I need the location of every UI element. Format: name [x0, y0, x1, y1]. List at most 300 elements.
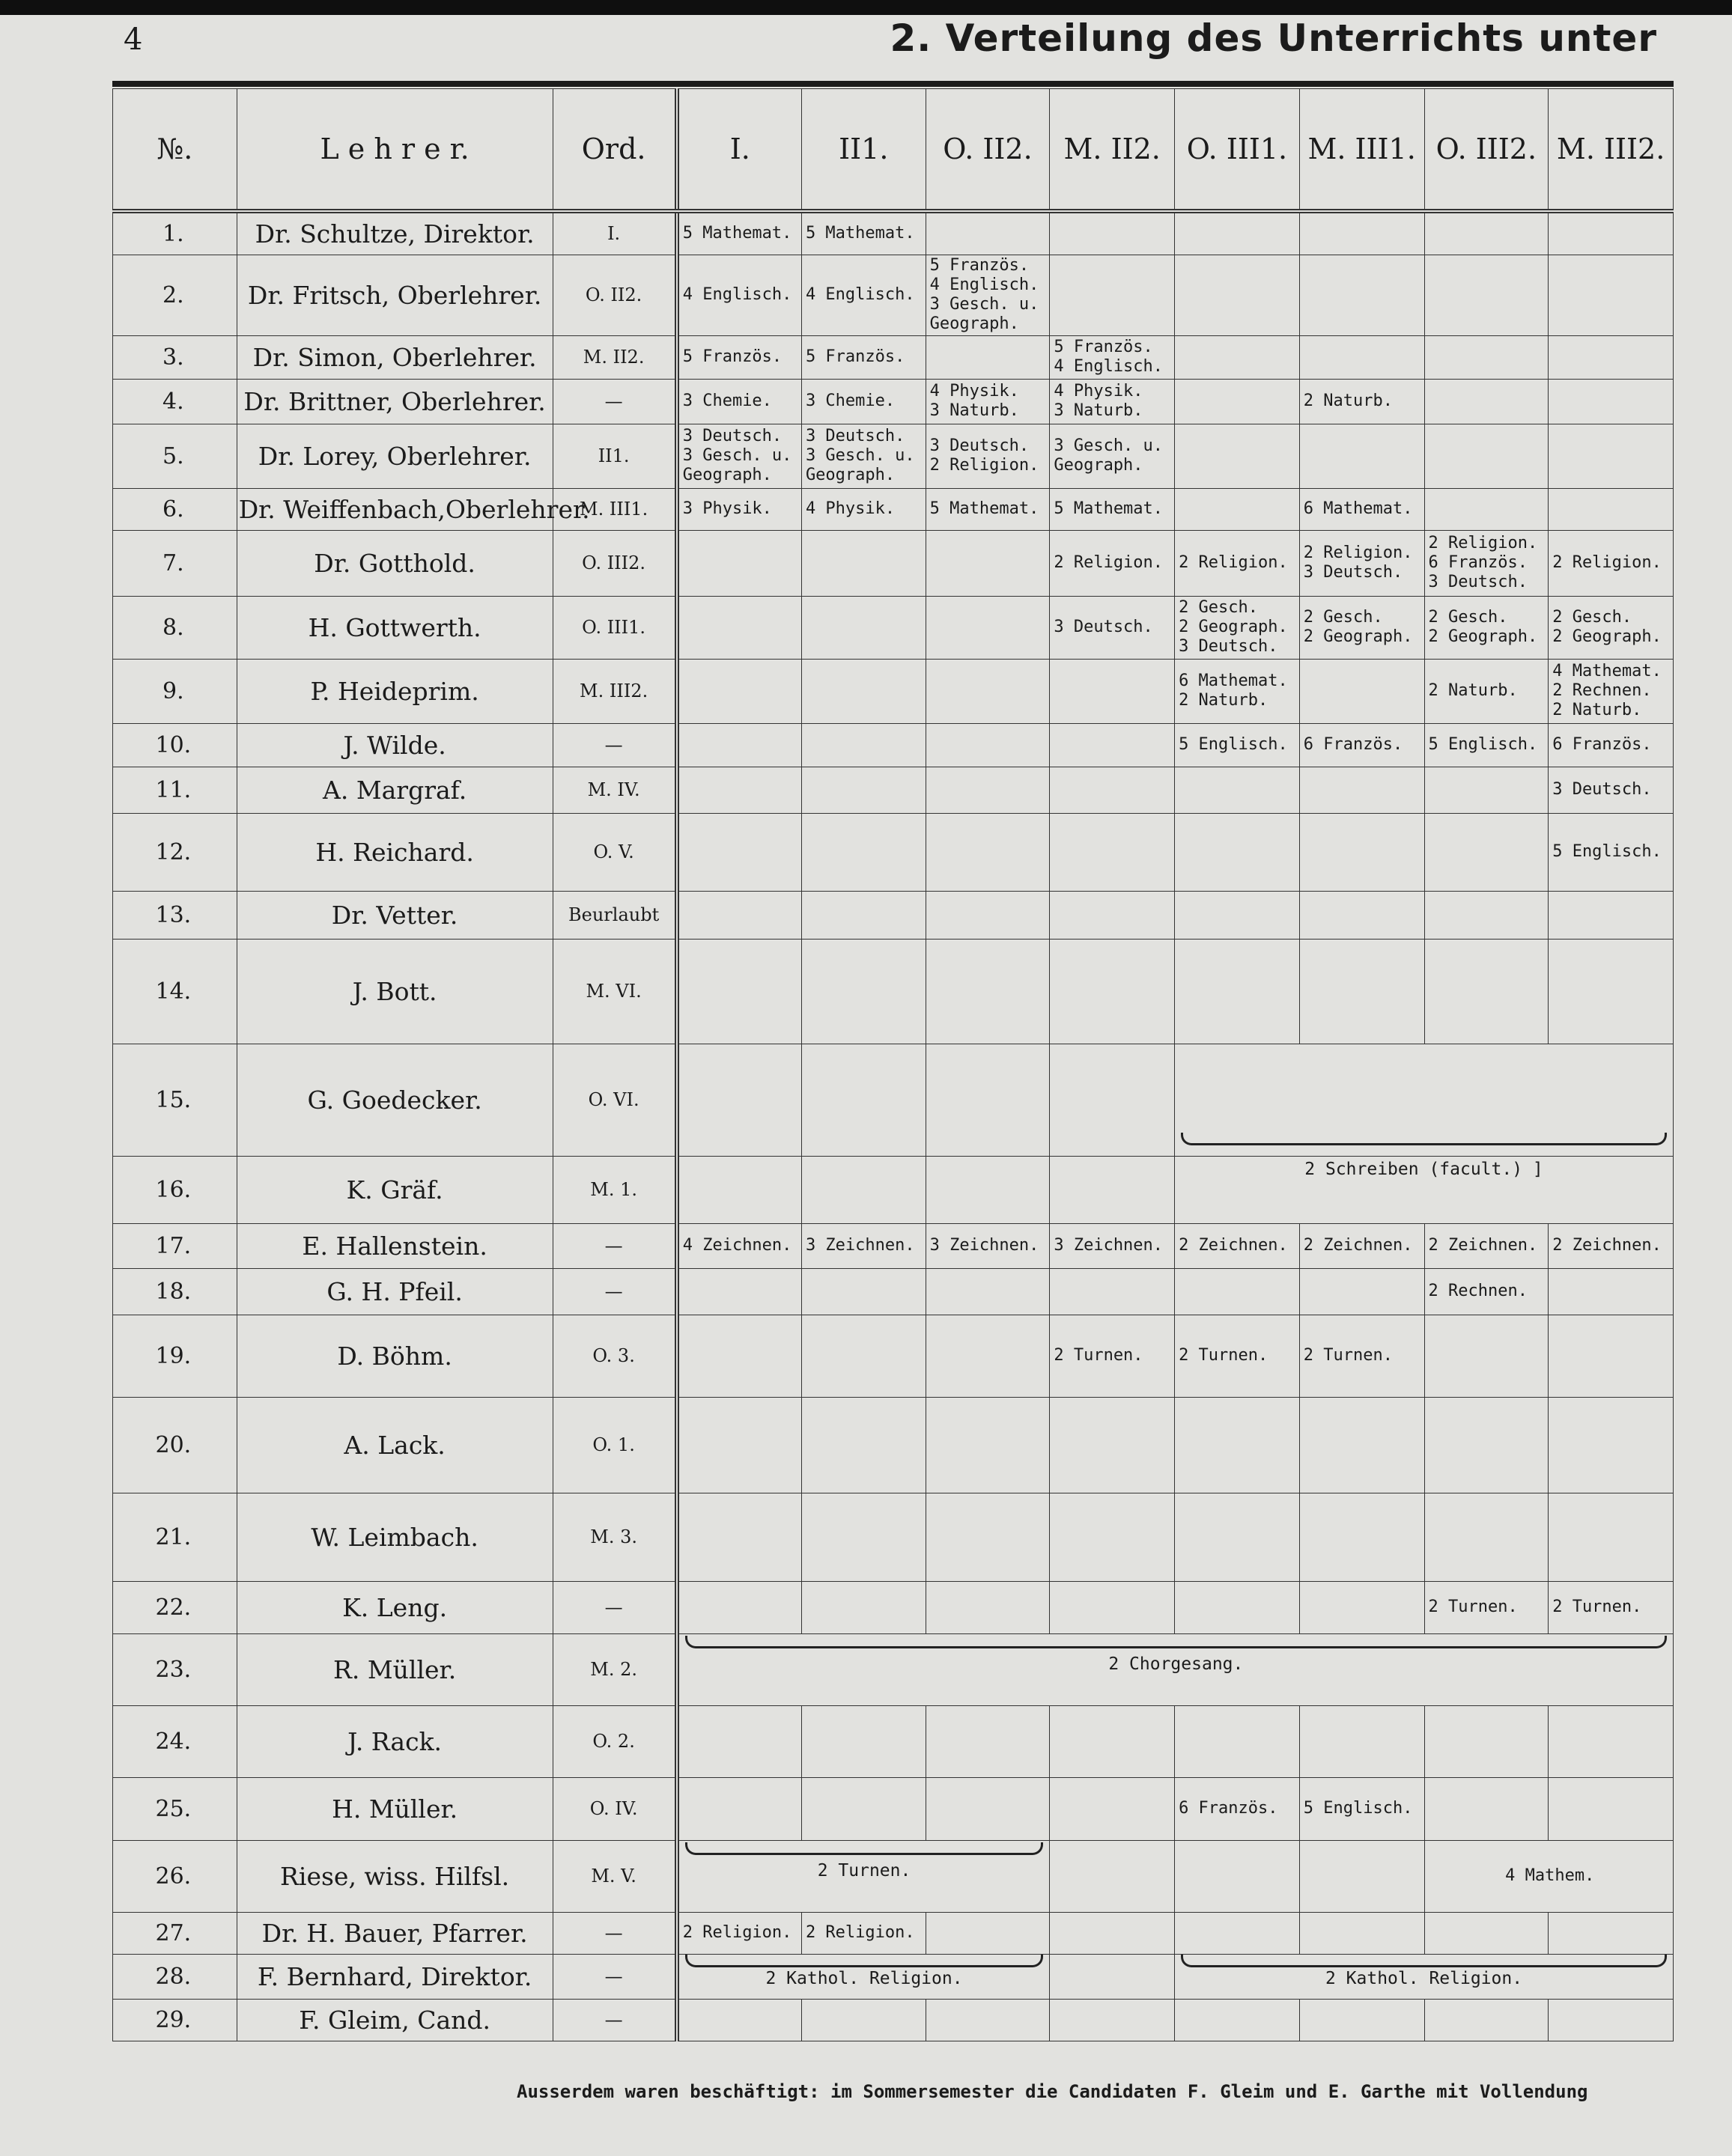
header-class-4: M. II2.	[1050, 89, 1175, 212]
ordinarius: O. V.	[553, 813, 677, 891]
subject-cell: 2 Turnen.	[1175, 1315, 1300, 1397]
footer-note: Ausserdem waren beschäftigt: im Sommersemester die Candidaten F. Gleim und E. Garthe mit Vollendung	[517, 2081, 1588, 2102]
subject-cell	[1050, 1397, 1175, 1493]
subject-cell	[801, 813, 926, 891]
subject-cell	[801, 1777, 926, 1840]
subject-cell	[926, 1912, 1050, 1954]
table-row	[113, 1633, 1674, 1705]
subject-cell	[801, 1581, 926, 1633]
subject-cell	[1175, 1397, 1300, 1493]
ordinarius: O. IV.	[553, 1777, 677, 1840]
subject-cell: 2 Turnen.	[1549, 1581, 1674, 1633]
subject-cell: 4 Mathem.	[1424, 1840, 1674, 1912]
subject-cell	[1549, 1397, 1674, 1493]
subject-cell: 5 Französ. 4 Englisch. 3 Gesch. u. Geograph.	[926, 255, 1050, 335]
subject-cell	[926, 939, 1050, 1044]
subject-cell	[1549, 891, 1674, 939]
ordinarius: M. 1.	[553, 1156, 677, 1223]
ordinarius: O. VI.	[553, 1044, 677, 1156]
teacher-name: Dr. Lorey, Oberlehrer.	[237, 424, 553, 488]
teacher-name: Dr. Fritsch, Oberlehrer.	[237, 255, 553, 335]
subject-cell	[801, 1705, 926, 1777]
schreiben-label: 2 Schreiben (facult.) ]	[1175, 1156, 1674, 1223]
subject-cell	[801, 1268, 926, 1315]
teacher-name: P. Heideprim.	[237, 659, 553, 723]
chorgesang-span	[677, 1633, 1674, 1705]
subject-cell	[1424, 1705, 1549, 1777]
table-row	[113, 1705, 1674, 1777]
subject-cell	[677, 1999, 802, 2041]
subject-cell: 5 Englisch.	[1299, 1777, 1424, 1840]
teacher-name: Dr. Simon, Oberlehrer.	[237, 335, 553, 379]
table-row	[113, 1954, 1674, 1999]
subject-cell: 4 Mathemat. 2 Rechnen. 2 Naturb.	[1549, 659, 1674, 723]
subject-cell	[926, 1156, 1050, 1223]
teacher-name: K. Gräf.	[237, 1156, 553, 1223]
subject-cell	[1549, 1493, 1674, 1581]
subject-cell	[677, 1493, 802, 1581]
ordinarius: II1.	[553, 424, 677, 488]
row-number: 22.	[113, 1581, 237, 1633]
subject-cell: 2 Religion.	[1050, 530, 1175, 596]
ordinarius: O. III1.	[553, 596, 677, 659]
subject-cell	[801, 891, 926, 939]
subject-cell	[1299, 1705, 1424, 1777]
subject-cell	[677, 659, 802, 723]
ordinarius: —	[553, 723, 677, 767]
header-class-6: M. III1.	[1299, 89, 1424, 212]
teacher-name: G. H. Pfeil.	[237, 1268, 553, 1315]
subject-cell: 4 Physik. 3 Naturb.	[1050, 379, 1175, 424]
subject-cell	[1050, 1840, 1175, 1912]
table-row	[113, 1493, 1674, 1581]
subject-cell: 4 Englisch.	[801, 255, 926, 335]
row-number: 8.	[113, 596, 237, 659]
teacher-name: J. Bott.	[237, 939, 553, 1044]
subject-cell	[1050, 723, 1175, 767]
subject-cell	[801, 939, 926, 1044]
subject-cell	[1050, 1912, 1175, 1954]
subject-cell	[1424, 1912, 1549, 1954]
row-number: 16.	[113, 1156, 237, 1223]
row-number: 7.	[113, 530, 237, 596]
subject-cell	[1424, 767, 1549, 813]
subject-cell	[677, 891, 802, 939]
teacher-name: Dr. Weiffenbach,Oberlehrer.	[237, 488, 553, 530]
subject-cell	[677, 939, 802, 1044]
subject-cell	[801, 1999, 926, 2041]
row-number: 12.	[113, 813, 237, 891]
subject-cell: 3 Chemie.	[801, 379, 926, 424]
table-row	[113, 1581, 1674, 1633]
subject-cell	[1549, 1912, 1674, 1954]
schreiben-brace	[1181, 1133, 1667, 1145]
subject-cell: 5 Englisch.	[1424, 723, 1549, 767]
subject-cell	[801, 659, 926, 723]
subject-cell: 5 Englisch.	[1175, 723, 1300, 767]
ordinarius: —	[553, 1581, 677, 1633]
teacher-name: H. Gottwerth.	[237, 596, 553, 659]
teacher-name: W. Leimbach.	[237, 1493, 553, 1581]
row-number: 28.	[113, 1954, 237, 1999]
kathol-brace-2	[1181, 1955, 1667, 1967]
subject-cell: 2 Religion.	[677, 1912, 802, 1954]
row-number: 18.	[113, 1268, 237, 1315]
subject-cell	[801, 530, 926, 596]
turnen-brace	[685, 1842, 1044, 1855]
kathol-religion-span-1	[677, 1954, 1050, 1999]
subject-cell	[1424, 424, 1549, 488]
kathol-label-2: 2 Kathol. Religion.	[1325, 1968, 1523, 1988]
subject-cell	[1050, 659, 1175, 723]
subject-cell	[1549, 379, 1674, 424]
subject-cell	[1050, 255, 1175, 335]
subject-cell	[1050, 1999, 1175, 2041]
subject-cell	[926, 1315, 1050, 1397]
table-row	[113, 255, 1674, 335]
ordinarius: M. V.	[553, 1840, 677, 1912]
table-row	[113, 1397, 1674, 1493]
subject-cell	[801, 596, 926, 659]
page-number: 4	[124, 22, 143, 57]
subject-cell	[1299, 891, 1424, 939]
table-row	[113, 723, 1674, 767]
subject-cell	[1549, 335, 1674, 379]
subject-cell	[926, 211, 1050, 255]
subject-cell	[1175, 767, 1300, 813]
ordinarius: —	[553, 1954, 677, 1999]
subject-cell	[1175, 1999, 1300, 2041]
teacher-name: Dr. Vetter.	[237, 891, 553, 939]
subject-cell	[926, 659, 1050, 723]
subject-cell: 2 Religion.	[1549, 530, 1674, 596]
subject-cell: 5 Mathemat.	[926, 488, 1050, 530]
row-number: 23.	[113, 1633, 237, 1705]
ordinarius: O. 1.	[553, 1397, 677, 1493]
subject-cell	[1549, 939, 1674, 1044]
table-row	[113, 335, 1674, 379]
subject-cell	[926, 1581, 1050, 1633]
teaching-distribution-table	[112, 88, 1674, 2041]
subject-cell	[1175, 379, 1300, 424]
row-number: 5.	[113, 424, 237, 488]
subject-cell: 2 Religion. 6 Französ. 3 Deutsch.	[1424, 530, 1549, 596]
row-number: 13.	[113, 891, 237, 939]
subject-cell: 3 Deutsch. 3 Gesch. u. Geograph.	[677, 424, 802, 488]
teacher-name: D. Böhm.	[237, 1315, 553, 1397]
chorgesang-label: 2 Chorgesang.	[1108, 1654, 1244, 1674]
subject-cell	[1424, 488, 1549, 530]
subject-cell	[926, 723, 1050, 767]
table-row	[113, 1912, 1674, 1954]
teacher-name: R. Müller.	[237, 1633, 553, 1705]
table-row	[113, 211, 1674, 255]
teacher-name: Dr. Brittner, Oberlehrer.	[237, 379, 553, 424]
row-number: 4.	[113, 379, 237, 424]
row-number: 3.	[113, 335, 237, 379]
subject-cell: 5 Englisch.	[1549, 813, 1674, 891]
subject-cell: 5 Französ.	[801, 335, 926, 379]
chorgesang-brace	[685, 1636, 1667, 1648]
teacher-name: Riese, wiss. Hilfsl.	[237, 1840, 553, 1912]
subject-cell	[1050, 891, 1175, 939]
subject-cell	[801, 1493, 926, 1581]
ordinarius: O. III2.	[553, 530, 677, 596]
subject-cell	[677, 1044, 802, 1156]
subject-cell	[677, 1315, 802, 1397]
subject-cell: 4 Zeichnen.	[677, 1223, 802, 1268]
subject-cell	[1424, 1493, 1549, 1581]
subject-cell	[1424, 1777, 1549, 1840]
subject-cell	[926, 1268, 1050, 1315]
subject-cell	[1050, 1044, 1175, 1156]
header-teacher: L e h r e r.	[237, 89, 553, 212]
subject-cell	[1175, 1705, 1300, 1777]
subject-cell: 3 Chemie.	[677, 379, 802, 424]
ordinarius: —	[553, 1223, 677, 1268]
subject-cell	[1424, 211, 1549, 255]
table-row	[113, 813, 1674, 891]
subject-cell	[1424, 813, 1549, 891]
ordinarius: M. IV.	[553, 767, 677, 813]
ordinarius: M. 2.	[553, 1633, 677, 1705]
subject-cell	[1175, 255, 1300, 335]
subject-cell: 5 Französ. 4 Englisch.	[1050, 335, 1175, 379]
subject-cell: 2 Turnen.	[1299, 1315, 1424, 1397]
subject-cell	[801, 767, 926, 813]
subject-cell	[677, 723, 802, 767]
subject-cell	[1299, 1397, 1424, 1493]
header-class-3: O. II2.	[926, 89, 1050, 212]
table-row	[113, 596, 1674, 659]
teacher-name: J. Rack.	[237, 1705, 553, 1777]
subject-cell: 5 Französ.	[677, 335, 802, 379]
ordinarius: M. VI.	[553, 939, 677, 1044]
subject-cell	[1050, 211, 1175, 255]
subject-cell: 4 Physik. 3 Naturb.	[926, 379, 1050, 424]
table-row	[113, 530, 1674, 596]
subject-cell: 3 Deutsch. 2 Religion.	[926, 424, 1050, 488]
header-class-7: O. III2.	[1424, 89, 1549, 212]
header-class-5: O. III1.	[1175, 89, 1300, 212]
subject-cell	[1299, 767, 1424, 813]
subject-cell	[677, 1268, 802, 1315]
row-number: 29.	[113, 1999, 237, 2041]
teacher-name: F. Bernhard, Direktor.	[237, 1954, 553, 1999]
subject-cell	[1299, 255, 1424, 335]
row-number: 11.	[113, 767, 237, 813]
title-rule	[112, 81, 1674, 87]
subject-cell: 3 Zeichnen.	[926, 1223, 1050, 1268]
top-edge-bar	[0, 0, 1732, 15]
subject-cell	[1050, 1954, 1175, 1999]
row-number: 26.	[113, 1840, 237, 1912]
ordinarius: O. 2.	[553, 1705, 677, 1777]
ordinarius: M. III2.	[553, 659, 677, 723]
subject-cell	[1549, 1777, 1674, 1840]
row-number: 20.	[113, 1397, 237, 1493]
subject-cell	[1175, 424, 1300, 488]
ordinarius: —	[553, 1999, 677, 2041]
subject-cell	[1050, 1777, 1175, 1840]
header-ord: Ord.	[553, 89, 677, 212]
ordinarius: —	[553, 379, 677, 424]
subject-cell: 2 Naturb.	[1299, 379, 1424, 424]
subject-cell: 2 Zeichnen.	[1175, 1223, 1300, 1268]
subject-cell	[1299, 939, 1424, 1044]
subject-cell	[926, 767, 1050, 813]
subject-cell	[677, 1777, 802, 1840]
subject-cell	[677, 1397, 802, 1493]
teacher-name: F. Gleim, Cand.	[237, 1999, 553, 2041]
subject-cell	[1175, 488, 1300, 530]
subject-cell	[926, 813, 1050, 891]
subject-cell	[1424, 1315, 1549, 1397]
teacher-name: Dr. Gotthold.	[237, 530, 553, 596]
subject-cell	[677, 530, 802, 596]
subject-cell: 6 Französ.	[1175, 1777, 1300, 1840]
subject-cell	[1424, 1397, 1549, 1493]
subject-cell	[926, 1705, 1050, 1777]
header-class-2: II1.	[801, 89, 926, 212]
subject-cell: 3 Physik.	[677, 488, 802, 530]
row-number: 1.	[113, 211, 237, 255]
subject-cell	[677, 1705, 802, 1777]
subject-cell: 2 Religion.	[1175, 530, 1300, 596]
subject-cell: 3 Gesch. u. Geograph.	[1050, 424, 1175, 488]
subject-cell: 5 Mathemat.	[801, 211, 926, 255]
kathol-religion-span-2	[1175, 1954, 1674, 1999]
subject-cell	[1050, 1268, 1175, 1315]
subject-cell	[801, 1156, 926, 1223]
teacher-name: Dr. Schultze, Direktor.	[237, 211, 553, 255]
kathol-label-1: 2 Kathol. Religion.	[765, 1968, 963, 1988]
subject-cell: 3 Zeichnen.	[1050, 1223, 1175, 1268]
subject-cell	[1299, 1493, 1424, 1581]
subject-cell	[1175, 891, 1300, 939]
subject-cell	[1424, 379, 1549, 424]
subject-cell	[1175, 1493, 1300, 1581]
subject-cell	[926, 1397, 1050, 1493]
subject-cell: 3 Deutsch.	[1050, 596, 1175, 659]
subject-cell	[677, 767, 802, 813]
table-row	[113, 1777, 1674, 1840]
subject-cell: 2 Zeichnen.	[1299, 1223, 1424, 1268]
subject-cell	[1050, 813, 1175, 891]
subject-cell: 2 Gesch. 2 Geograph. 3 Deutsch.	[1175, 596, 1300, 659]
row-number: 9.	[113, 659, 237, 723]
subject-cell	[1175, 1581, 1300, 1633]
subject-cell	[926, 1999, 1050, 2041]
subject-cell	[1050, 939, 1175, 1044]
table-row	[113, 1315, 1674, 1397]
kathol-brace-1	[685, 1955, 1044, 1967]
subject-cell	[1299, 211, 1424, 255]
subject-cell	[677, 1156, 802, 1223]
row-number: 27.	[113, 1912, 237, 1954]
subject-cell	[801, 1315, 926, 1397]
subject-cell	[1175, 211, 1300, 255]
subject-cell: 2 Religion. 3 Deutsch.	[1299, 530, 1424, 596]
subject-cell: 6 Französ.	[1549, 723, 1674, 767]
table-row	[113, 939, 1674, 1044]
subject-cell: 6 Französ.	[1299, 723, 1424, 767]
subject-cell	[926, 1493, 1050, 1581]
teacher-name: H. Müller.	[237, 1777, 553, 1840]
subject-cell	[1549, 1999, 1674, 2041]
subject-cell	[926, 335, 1050, 379]
subject-cell	[1549, 424, 1674, 488]
row-number: 15.	[113, 1044, 237, 1156]
subject-cell	[1299, 335, 1424, 379]
subject-cell	[1549, 1705, 1674, 1777]
subject-cell	[1424, 335, 1549, 379]
table-row	[113, 1999, 1674, 2041]
subject-cell	[926, 1044, 1050, 1156]
table-row	[113, 891, 1674, 939]
row-number: 19.	[113, 1315, 237, 1397]
teacher-name: E. Hallenstein.	[237, 1223, 553, 1268]
table-row	[113, 488, 1674, 530]
subject-cell: 6 Mathemat. 2 Naturb.	[1175, 659, 1300, 723]
subject-cell: 2 Turnen.	[1424, 1581, 1549, 1633]
ordinarius: M. 3.	[553, 1493, 677, 1581]
subject-cell: 2 Gesch. 2 Geograph.	[1299, 596, 1424, 659]
subject-cell: 2 Religion.	[801, 1912, 926, 1954]
row-number: 17.	[113, 1223, 237, 1268]
table-row	[113, 1840, 1674, 1912]
ordinarius: M. II2.	[553, 335, 677, 379]
subject-cell	[926, 530, 1050, 596]
subject-cell	[1175, 335, 1300, 379]
teacher-name: J. Wilde.	[237, 723, 553, 767]
subject-cell	[1050, 1581, 1175, 1633]
subject-cell	[1175, 1912, 1300, 1954]
teacher-name: A. Margraf.	[237, 767, 553, 813]
row-number: 2.	[113, 255, 237, 335]
subject-cell	[1424, 1999, 1549, 2041]
teacher-name: G. Goedecker.	[237, 1044, 553, 1156]
subject-cell	[1299, 1268, 1424, 1315]
header-class-1: I.	[677, 89, 802, 212]
table-row	[113, 1223, 1674, 1268]
subject-cell: 2 Zeichnen.	[1549, 1223, 1674, 1268]
subject-cell	[1050, 1705, 1175, 1777]
subject-cell: 2 Rechnen.	[1424, 1268, 1549, 1315]
ordinarius: M. III1.	[553, 488, 677, 530]
header-no: №.	[113, 89, 237, 212]
subject-cell	[1299, 424, 1424, 488]
row-number: 14.	[113, 939, 237, 1044]
row-number: 21.	[113, 1493, 237, 1581]
subject-cell	[926, 1777, 1050, 1840]
subject-cell	[1050, 1156, 1175, 1223]
subject-cell	[1299, 1999, 1424, 2041]
subject-cell	[1299, 1840, 1424, 1912]
subject-cell	[677, 596, 802, 659]
turnen-label: 2 Turnen.	[817, 1860, 911, 1881]
table-row	[113, 659, 1674, 723]
subject-cell	[1050, 767, 1175, 813]
subject-cell: 3 Deutsch.	[1549, 767, 1674, 813]
subject-cell: 2 Turnen.	[1050, 1315, 1175, 1397]
subject-cell	[1549, 1315, 1674, 1397]
teacher-name: H. Reichard.	[237, 813, 553, 891]
subject-cell	[1424, 939, 1549, 1044]
subject-cell: 5 Mathemat.	[677, 211, 802, 255]
ordinarius: O. II2.	[553, 255, 677, 335]
subject-cell	[1549, 211, 1674, 255]
